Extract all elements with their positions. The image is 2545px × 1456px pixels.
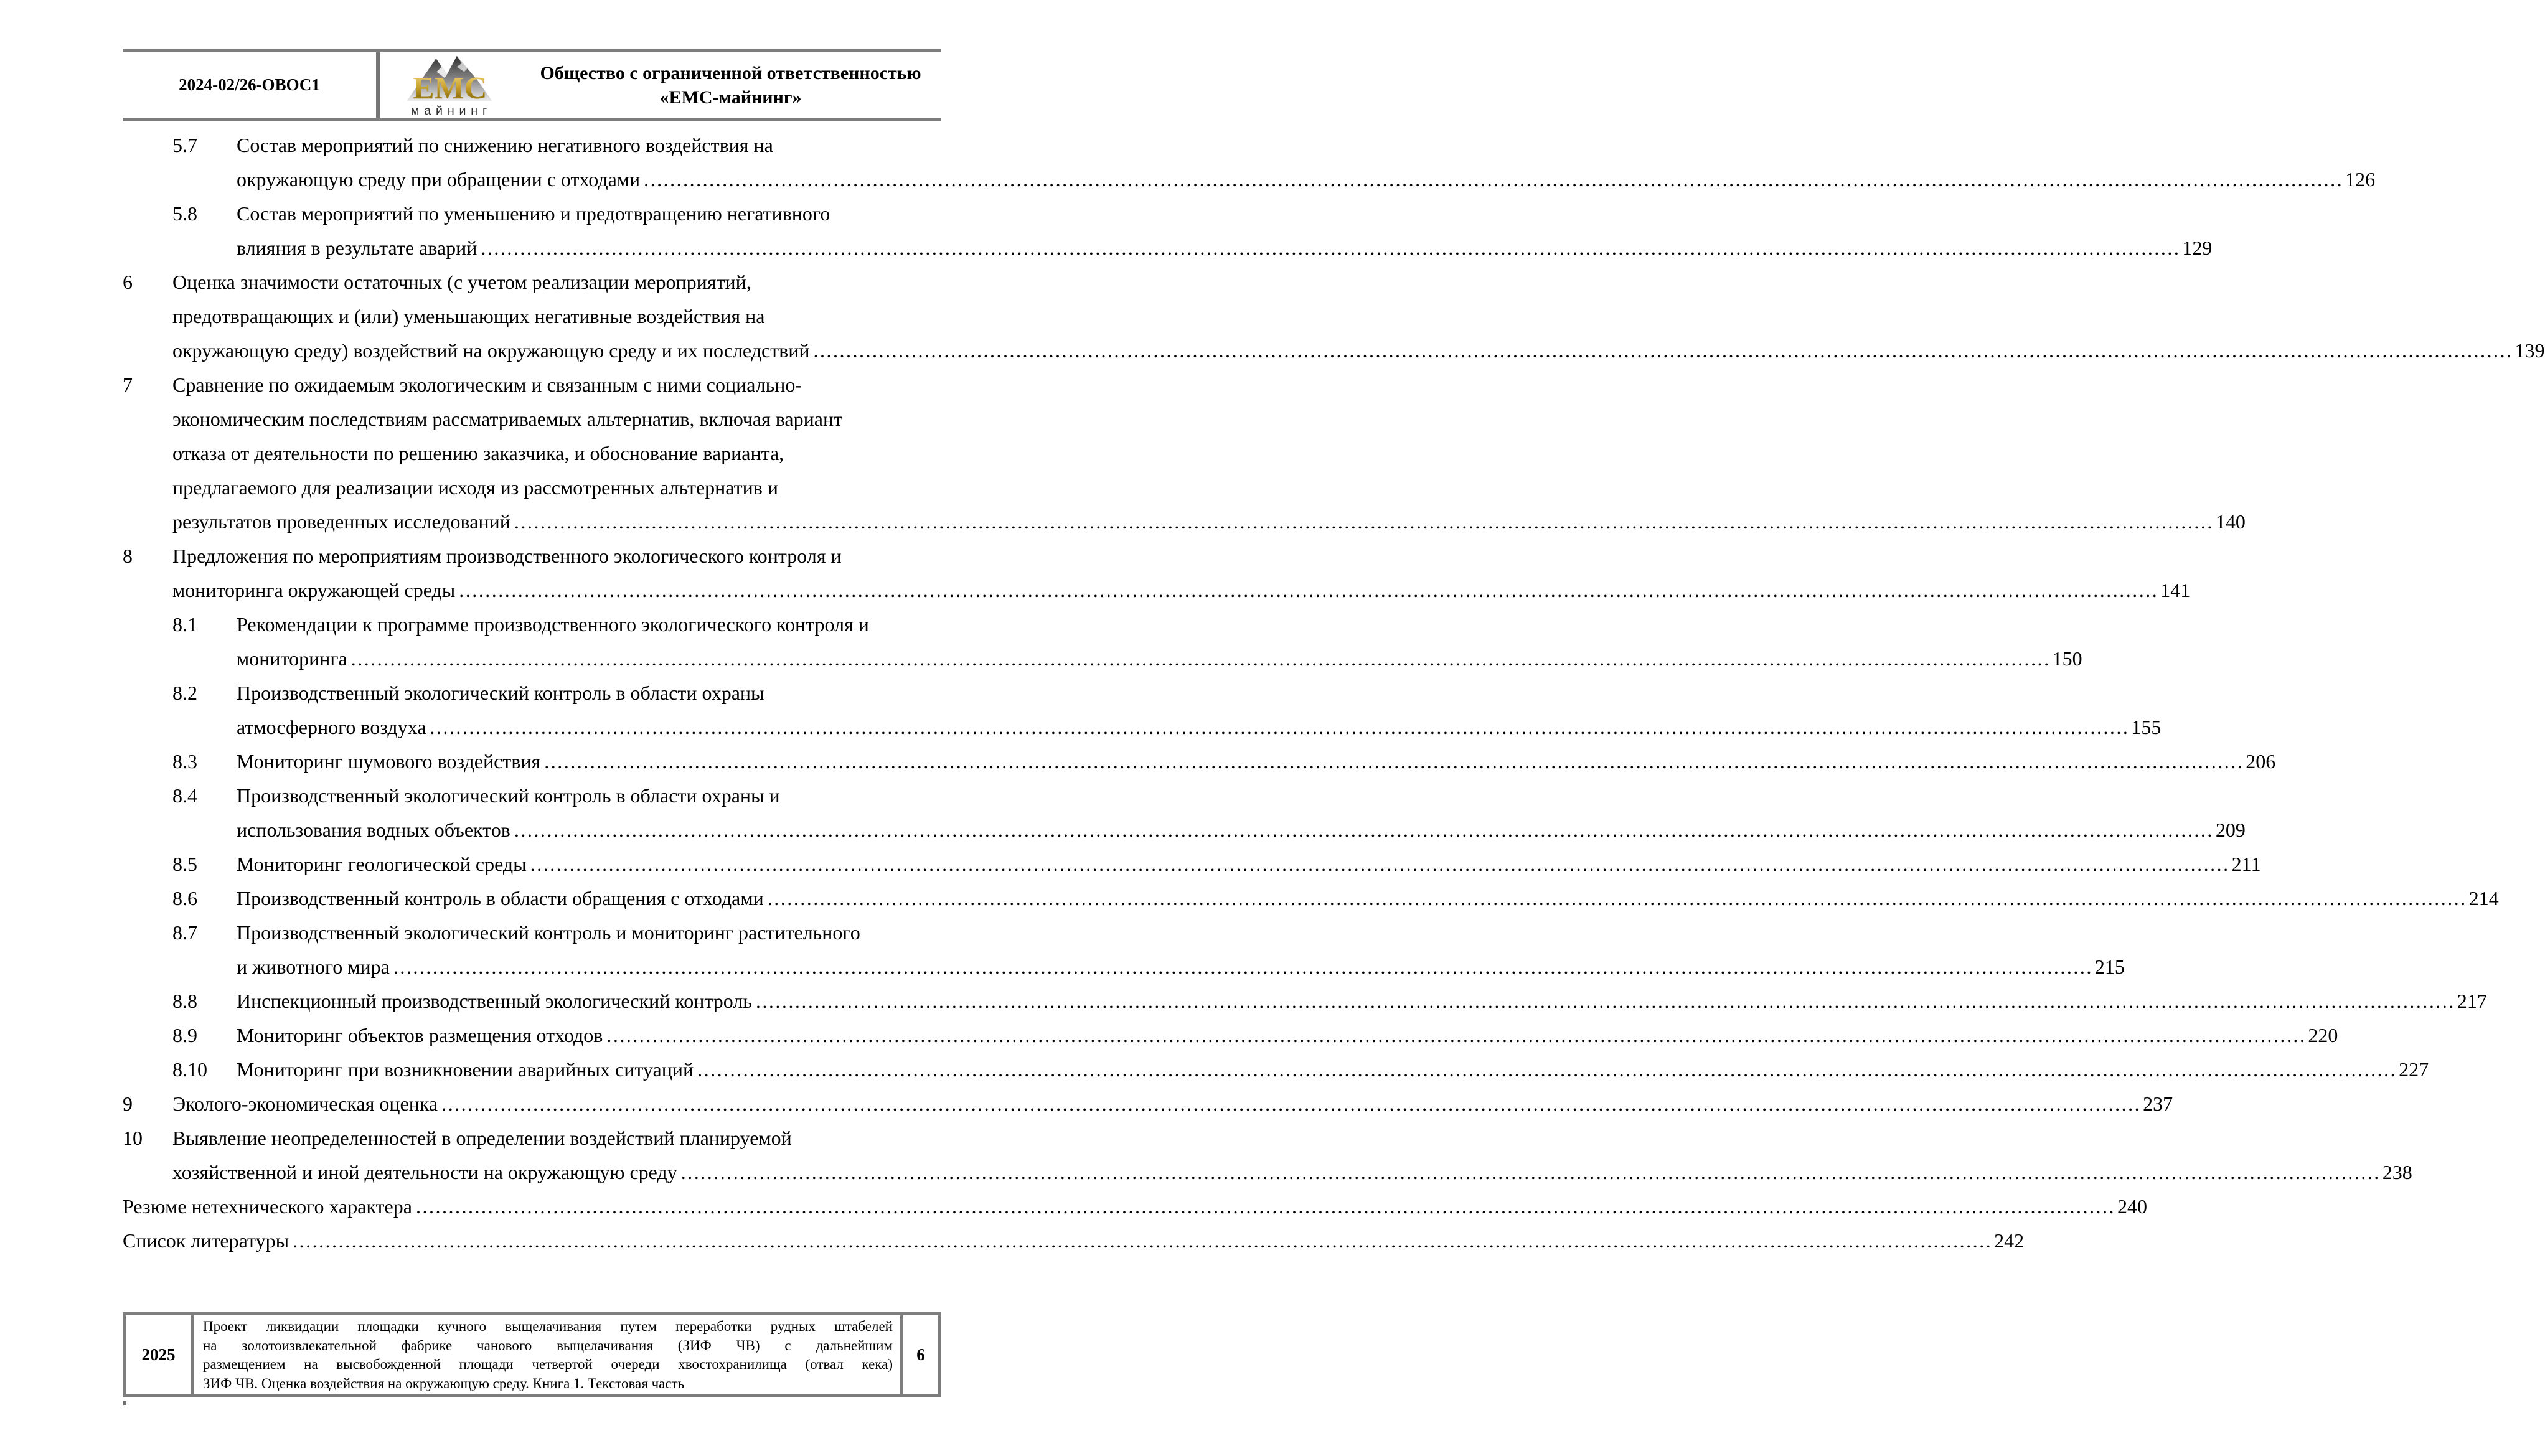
toc-line: экономическим последствиям рассматриваемых альтернатив, включая вариант	[172, 408, 843, 430]
toc-entry-title: влияния в результате аварий	[237, 237, 477, 259]
dot-leader: ....................................................................................................................................................................................................................................................................	[459, 579, 2159, 601]
toc-page-number: 141	[2160, 579, 2191, 601]
toc-line	[237, 1053, 2429, 1087]
footer-text-line: на золотоизвлекательной фабрике чанового выщелачивания (ЗИФ ЧВ) с дальнейшим	[203, 1337, 893, 1353]
toc-entry-title: Список литературы	[123, 1229, 289, 1252]
toc-entry-title: Эколого-экономическая оценка	[172, 1092, 438, 1115]
toc-page-number: 220	[2308, 1024, 2338, 1046]
dot-leader: ....................................................................................................................................................................................................................................................................	[481, 237, 2181, 259]
toc-line: Оценка значимости остаточных (с учетом реализации мероприятий,	[172, 271, 751, 293]
toc-page-number: 242	[1994, 1229, 2025, 1252]
toc-line	[237, 162, 2376, 197]
dot-leader: ....................................................................................................................................................................................................................................................................	[813, 339, 2513, 362]
toc-line: предлагаемого для реализации исходя из рассмотренных альтернатив и	[172, 476, 778, 499]
dot-leader: ....................................................................................................................................................................................................................................................................	[767, 887, 2467, 909]
dot-leader: ....................................................................................................................................................................................................................................................................	[350, 647, 2051, 670]
footer-year: 2025	[126, 1315, 194, 1394]
dot-leader: ....................................................................................................................................................................................................................................................................	[530, 853, 2230, 875]
toc-line: предотвращающих и (или) уменьшающих негативные воздействия на	[172, 305, 765, 327]
toc-entry	[123, 916, 2125, 984]
page-footer-table	[123, 1312, 941, 1397]
footer-page-number: 6	[916, 1345, 925, 1364]
footer-text-line: размещением на высвобожденной площади четвертой очереди хвостохранилища (отвал кека)	[203, 1356, 893, 1372]
toc-section-number: 8.2	[172, 682, 197, 704]
toc-entry-title: Мониторинг объектов размещения отходов	[237, 1024, 603, 1046]
svg-text:ЕМС: ЕМС	[412, 71, 487, 106]
toc-entry	[123, 744, 2276, 779]
toc-entry	[123, 984, 2487, 1018]
toc-page-number: 139	[2514, 339, 2545, 362]
toc-section-number: 8.1	[172, 613, 197, 636]
toc-line	[123, 1190, 2147, 1224]
toc-entry	[123, 608, 2082, 676]
toc-page-number: 237	[2143, 1092, 2173, 1115]
toc-entry-title: Инспекционный производственный экологический контроль	[237, 990, 752, 1012]
toc-entry-title: Производственный контроль в области обращения с отходами	[237, 887, 764, 909]
toc-line: Выявление неопределенностей в определении воздействий планируемой	[172, 1127, 792, 1149]
toc-section-number: 9	[123, 1092, 133, 1115]
company-name-line1: Общество с ограниченной ответственностью	[540, 62, 921, 83]
dot-leader: ....................................................................................................................................................................................................................................................................	[293, 1229, 1993, 1252]
toc-line: Предложения по мероприятиям производственного экологического контроля и	[172, 545, 842, 567]
toc-line	[237, 1018, 2338, 1053]
toc-section-number: 10	[123, 1127, 143, 1149]
toc-section-number: 8.8	[172, 990, 197, 1012]
toc-page-number: 150	[2052, 647, 2082, 670]
dot-leader: ....................................................................................................................................................................................................................................................................	[544, 750, 2244, 773]
toc-page-number: 240	[2117, 1195, 2147, 1218]
toc-line	[172, 1155, 2412, 1190]
toc-line: Состав мероприятий по уменьшению и предотвращению негативного	[237, 202, 830, 225]
dot-leader: ....................................................................................................................................................................................................................................................................	[415, 1195, 2115, 1218]
toc-entry	[123, 1018, 2338, 1053]
svg-text:майнинг: майнинг	[410, 103, 492, 118]
page-corner-mark	[123, 1401, 126, 1405]
toc-section-number: 8.5	[172, 853, 197, 875]
dot-leader: ....................................................................................................................................................................................................................................................................	[755, 990, 2455, 1012]
toc-entry-title: мониторинга окружающей среды	[172, 579, 456, 601]
toc-line	[237, 642, 2082, 676]
toc-section-number: 8.10	[172, 1058, 207, 1081]
toc-line	[237, 813, 2246, 847]
toc-line	[172, 505, 2246, 539]
toc-section-number: 6	[123, 271, 133, 293]
toc-page-number: 215	[2094, 956, 2125, 978]
page-header-table	[123, 49, 941, 121]
toc-entry-title: окружающую среду) воздействий на окружающую среду и их последствий	[172, 339, 810, 362]
toc-entry	[123, 1053, 2429, 1087]
toc-entry	[123, 847, 2261, 881]
toc-section-number: 8.7	[172, 921, 197, 944]
toc-line	[237, 231, 2213, 265]
toc-entry-title: и животного мира	[237, 956, 390, 978]
toc-line	[237, 744, 2276, 779]
toc-entry-title: окружающую среду при обращении с отходами	[237, 168, 641, 190]
dot-leader: ....................................................................................................................................................................................................................................................................	[606, 1024, 2307, 1046]
document-number: 2024-02/26-ОВОС1	[123, 52, 380, 118]
toc-section-number: 8.9	[172, 1024, 197, 1046]
toc-page-number: 206	[2246, 750, 2276, 773]
toc-line: Рекомендации к программе производственного экологического контроля и	[237, 613, 869, 636]
toc-entry-title: мониторинга	[237, 647, 347, 670]
toc-line: Производственный экологический контроль в области охраны	[237, 682, 764, 704]
toc-line	[237, 950, 2125, 984]
toc-entry-title: Мониторинг геологической среды	[237, 853, 527, 875]
toc-entry	[123, 779, 2246, 847]
toc-entry-title: хозяйственной и иной деятельности на окружающую среду	[172, 1161, 677, 1183]
toc-section-number: 8.6	[172, 887, 197, 909]
toc-page-number: 129	[2182, 237, 2213, 259]
toc-entry	[123, 1224, 2025, 1258]
toc-entry	[123, 1190, 2147, 1224]
toc-section-number: 5.8	[172, 202, 197, 225]
toc-entry	[123, 265, 2545, 368]
toc-entry-title: использования водных объектов	[237, 819, 510, 841]
toc-entry-title: атмосферного воздуха	[237, 716, 426, 738]
toc-line	[237, 881, 2499, 916]
dot-leader: ....................................................................................................................................................................................................................................................................	[514, 819, 2214, 841]
toc-line	[237, 984, 2487, 1018]
footer-project-description	[194, 1315, 903, 1394]
footer-text-line: Проект ликвидации площадки кучного выщелачивания путем переработки рудных штабелей	[203, 1318, 893, 1334]
company-logo	[380, 52, 520, 118]
toc-page-number: 214	[2468, 887, 2499, 909]
toc-entry-title: Мониторинг шумового воздействия	[237, 750, 541, 773]
company-name-line2: «ЕМС-майнинг»	[659, 87, 802, 108]
toc-entry	[123, 539, 2191, 608]
toc-entry	[123, 1087, 2173, 1121]
toc-line: отказа от деятельности по решению заказчика, и обоснование варианта,	[172, 442, 784, 464]
footer-text-line: ЗИФ ЧВ. Оценка воздействия на окружающую среду. Книга 1. Текстовая часть	[203, 1375, 685, 1391]
toc-line	[172, 334, 2545, 368]
toc-page-number: 238	[2382, 1161, 2412, 1183]
dot-leader: ....................................................................................................................................................................................................................................................................	[393, 956, 2093, 978]
toc-line	[237, 710, 2162, 744]
toc-section-number: 8.4	[172, 784, 197, 807]
table-of-contents	[123, 128, 2545, 1258]
toc-line	[237, 847, 2261, 881]
toc-section-number: 8	[123, 545, 133, 567]
toc-line	[172, 573, 2191, 608]
toc-section-number: 5.7	[172, 134, 197, 156]
dot-leader: ....................................................................................................................................................................................................................................................................	[514, 510, 2214, 533]
dot-leader: ....................................................................................................................................................................................................................................................................	[697, 1058, 2397, 1081]
toc-entry	[123, 128, 2376, 197]
toc-section-number: 7	[123, 373, 133, 396]
toc-entry	[123, 368, 2246, 539]
toc-line	[123, 1224, 2025, 1258]
toc-entry-title: Мониторинг при возникновении аварийных ситуаций	[237, 1058, 694, 1081]
toc-line: Производственный экологический контроль и мониторинг растительного	[237, 921, 860, 944]
company-name	[520, 52, 941, 118]
toc-page-number: 126	[2345, 168, 2376, 190]
toc-entry	[123, 197, 2213, 265]
toc-entry	[123, 676, 2162, 744]
toc-entry-title: Резюме нетехнического характера	[123, 1195, 412, 1218]
toc-page-number: 209	[2215, 819, 2246, 841]
toc-line	[172, 1087, 2173, 1121]
dot-leader: ....................................................................................................................................................................................................................................................................	[644, 168, 2344, 190]
toc-line: Производственный экологический контроль в области охраны и	[237, 784, 780, 807]
toc-page-number: 211	[2231, 853, 2261, 875]
toc-entry-title: результатов проведенных исследований	[172, 510, 510, 533]
dot-leader: ....................................................................................................................................................................................................................................................................	[430, 716, 2130, 738]
toc-page-number: 227	[2399, 1058, 2429, 1081]
dot-leader: ....................................................................................................................................................................................................................................................................	[680, 1161, 2381, 1183]
toc-page-number: 217	[2457, 990, 2487, 1012]
toc-line: Сравнение по ожидаемым экологическим и связанным с ними социально-	[172, 373, 802, 396]
toc-entry	[123, 1121, 2412, 1190]
toc-page-number: 140	[2215, 510, 2246, 533]
dot-leader: ....................................................................................................................................................................................................................................................................	[441, 1092, 2142, 1115]
emc-mining-logo-icon	[398, 52, 502, 118]
toc-entry	[123, 881, 2499, 916]
toc-line: Состав мероприятий по снижению негативного воздействия на	[237, 134, 773, 156]
toc-page-number: 155	[2131, 716, 2162, 738]
toc-section-number: 8.3	[172, 750, 197, 773]
